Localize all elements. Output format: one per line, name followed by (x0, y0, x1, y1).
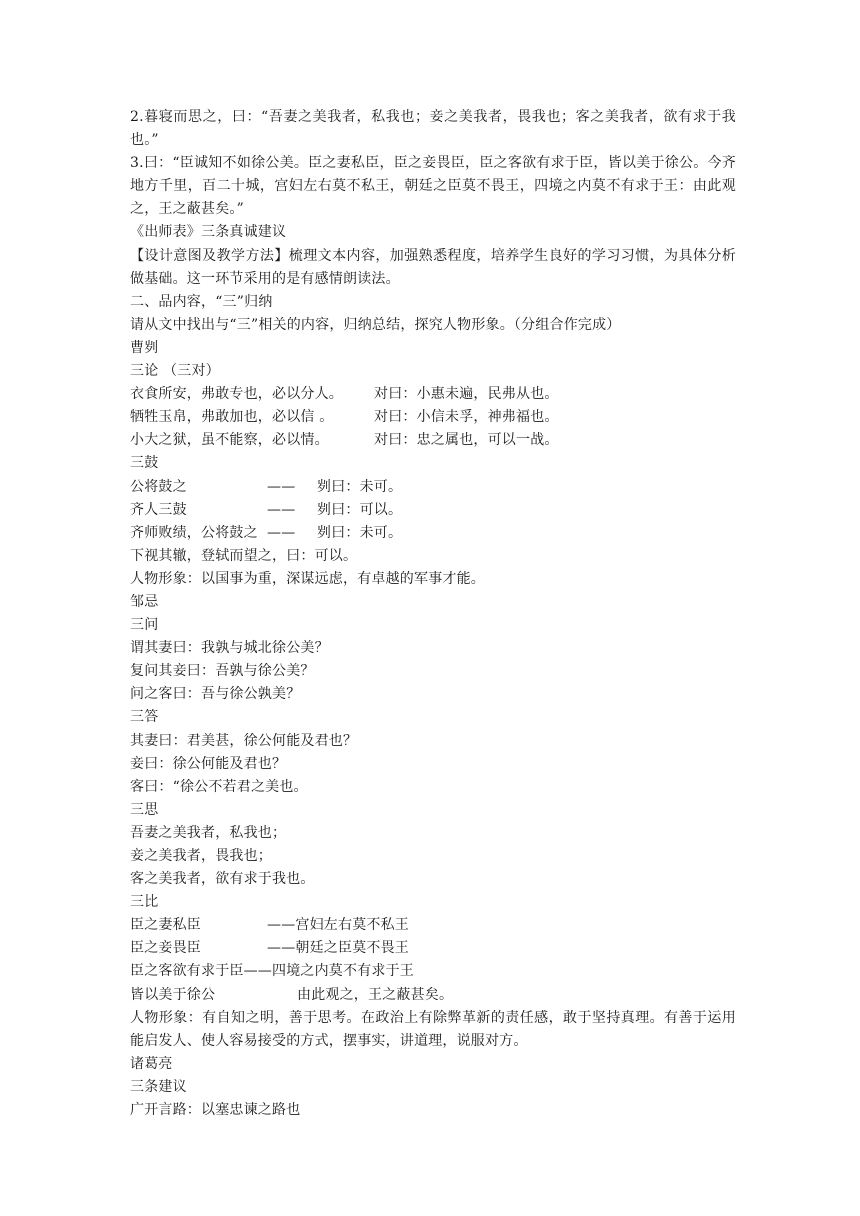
lun-answer: 对曰：小信未孚，神弗福也。 (374, 409, 559, 426)
design-intent: 【设计意图及教学方法】梳理文本内容，加强熟悉程度，培养学生良好的学习习惯，为具体分析做基础。这一环节采用的是有感情朗读法。 (130, 247, 736, 287)
bi-left: 臣之妻私臣 (130, 917, 201, 934)
lun-question: 衣食所安，弗敢专也，必以分人。 (130, 386, 343, 403)
gu-action: 公将鼓之 (130, 478, 187, 495)
gu-reply: 刿曰：未可。 (317, 478, 403, 495)
si-line: 客之美我者，欲有求于我也。 (130, 871, 315, 888)
quote-2: 2.暮寝而思之，曰：“吾妻之美我者，私我也；妾之美我者，畏我也；客之美我者，欲有求于我也。” (130, 109, 736, 149)
gu-reply: 刿曰：可以。 (317, 501, 403, 518)
character-caogui: 曹刿 (130, 339, 159, 356)
lun-row (130, 383, 736, 406)
bi-right: ——宫妇左右莫不私王 (267, 917, 409, 934)
lun-row (130, 406, 736, 429)
document-body (130, 106, 736, 1122)
bi-right: 由此观之，王之蔽甚矣。 (297, 986, 454, 1003)
da-line: 其妻曰：君美甚，徐公何能及君也？ (130, 732, 358, 749)
si-line: 妾之美我者，畏我也； (130, 848, 272, 864)
chushibiao-heading: 《出师表》三条真诚建议 (130, 224, 287, 241)
sanwen-heading: 三问 (130, 617, 159, 634)
instruction: 请从文中找出与“三”相关的内容，归纳总结，探究人物形象。（分组合作完成） (130, 316, 621, 333)
zouji-image: 人物形象：有自知之明，善于思考。在政治上有除弊革新的责任感，敢于坚持真理。有善于运用能启发人、使人容易接受的方式，摆事实，讲道理，说服对方。 (130, 1009, 736, 1049)
bi-row (130, 914, 736, 937)
sanbi-heading: 三比 (130, 894, 159, 911)
bi-row (130, 984, 736, 1007)
wen-line: 复问其妾曰：吾孰与徐公美？ (130, 663, 315, 680)
bi-row (130, 937, 736, 960)
gu-reply: 刿曰：未可。 (317, 524, 403, 541)
bi-right: ——朝廷之臣莫不畏王 (267, 940, 409, 957)
bi-left: 臣之妾畏臣 (130, 940, 201, 957)
sanlun-heading: 三论 （三对） (130, 363, 220, 380)
sangu-heading: 三鼓 (130, 455, 159, 472)
santiao-heading: 三条建议 (130, 1078, 187, 1095)
wen-line: 谓其妻曰：我孰与城北徐公美？ (130, 640, 329, 657)
lun-row (130, 429, 736, 452)
character-zhugeliang: 诸葛亮 (130, 1055, 173, 1072)
jianyi-line: 广开言路：以塞忠谏之路也 (130, 1102, 301, 1119)
wen-line: 问之客曰：吾与徐公孰美？ (130, 686, 301, 703)
gu-row (130, 476, 736, 499)
quote-3: 3.曰：“臣诚知不如徐公美。臣之妻私臣，臣之妾畏臣，臣之客欲有求于臣，皆以美于徐公。今齐地方千里，百二十城，宫妇左右莫不私王，朝廷之臣莫不畏王，四境之内莫不有求于王：由此观之，王之蔽甚矣。” (130, 155, 736, 218)
sanda-heading: 三答 (130, 709, 159, 726)
character-zouji: 邹忌 (130, 593, 159, 610)
bi-row (130, 960, 736, 983)
da-line: 客曰：“徐公不若君之美也。 (130, 778, 308, 795)
section-heading: 二、品内容，“三”归纳 (130, 293, 273, 310)
da-line: 妾曰：徐公何能及君也？ (130, 755, 287, 772)
gu-action: 齐人三鼓 (130, 501, 187, 518)
bi-left: 臣之客欲有求于臣 (130, 963, 244, 980)
gu-dash: —— (267, 478, 296, 495)
gu-row (130, 499, 736, 522)
bi-right: ——四境之内莫不有求于王 (243, 963, 415, 980)
lun-answer: 对曰：忠之属也，可以一战。 (374, 432, 559, 449)
bi-left: 皆以美于徐公 (130, 986, 216, 1003)
gu-dash: —— (267, 501, 296, 518)
si-line: 吾妻之美我者，私我也； (130, 824, 287, 841)
sansi-heading: 三思 (130, 801, 159, 818)
gu-action: 齐师败绩，公将鼓之 (130, 524, 258, 541)
gu-dash: —— (267, 524, 296, 541)
lun-question: 牺牲玉帛，弗敢加也，必以信 。 (130, 409, 334, 426)
lun-question: 小大之狱，虽不能察，必以情。 (130, 432, 329, 449)
xiashi-line: 下视其辙，登轼而望之，曰：可以。 (130, 547, 358, 564)
gu-row (130, 522, 736, 545)
lun-answer: 对曰：小惠未遍，民弗从也。 (374, 386, 559, 403)
caogui-image: 人物形象：以国事为重，深谋远虑，有卓越的军事才能。 (130, 570, 485, 587)
